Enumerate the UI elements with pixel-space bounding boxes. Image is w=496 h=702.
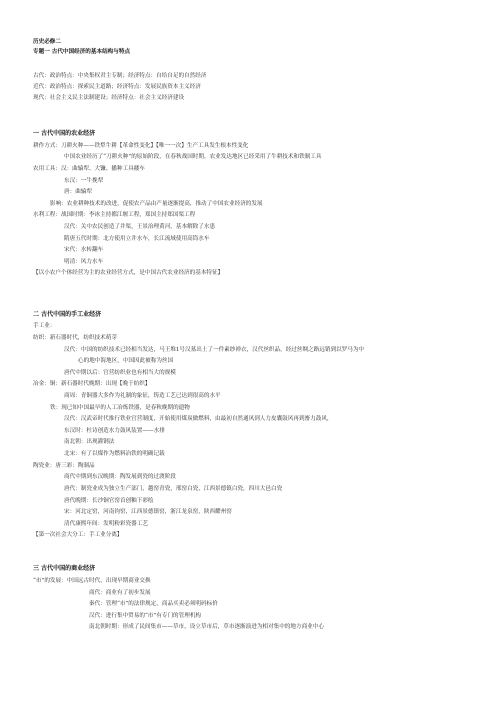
topic-heading: 专题一 古代中国经济的基本结构与特点 <box>33 49 131 55</box>
intro-line: 古代：政治特点：中央集权君主专制；经济特点：自给自足的自然经济 <box>33 73 207 79</box>
text-line: 清代康熙年间：发明粉彩瓷器工艺 <box>64 521 148 527</box>
text-line: 宋：河北定窑，河南钧窑，江西景德镇窑，浙江龙泉窑，陕西耀州窑 <box>64 509 232 515</box>
intro-line: 现代：社会主义民主法制建设；经济特点：社会主义经济建设 <box>33 95 185 101</box>
text-line: 商代中期到东汉晚期：陶发展到瓷的过渡阶段 <box>64 474 176 480</box>
text-line: 汉代：关中农民创造了井渠，王景治理黄河，基本解除了水患 <box>64 224 216 230</box>
text-line: 南北朝：出现灌钢法 <box>64 439 115 445</box>
text-line: 心的地中海地区，中国因此被称为丝国 <box>78 358 174 364</box>
text-line: 唐代晚期：长沙铜官窑首创釉下彩绘 <box>64 498 154 504</box>
text-line: 水利工程：战国时期：李冰主持都江堰工程，郑国主持郑国渠工程 <box>33 212 196 218</box>
text-line: 汉代：汉武帝时代推行铁业官营制度，开始使用煤炭做燃料，由最初自然通风到人力皮囊鼓风再到畜力鼓风， <box>64 416 333 422</box>
text-line: 隋唐五代时期：北方使用立井水车，长江流域使用高筒水车 <box>64 236 210 242</box>
text-line: 纺织：新石器时代，纺织技术萌芽 <box>33 335 117 341</box>
text-line: 陶瓷业：唐三彩：陶制品 <box>33 463 95 469</box>
section-heading: 二 古代中国的手工业经济 <box>33 311 102 318</box>
text-line: 唐代：制瓷业成为独立生产部门，越窑青瓷，邢窑白瓷，江西景德镇白瓷，四川大邑白瓷 <box>64 486 283 492</box>
section-heading: 一 古代中国的农业经济 <box>33 130 96 137</box>
doc-title: 历史必修二 <box>33 39 61 45</box>
text-line: 耕作方式：刀耕火种——铁犁牛耕【革命性变化】【唯一一次】生产工具发生根本性变化 <box>33 143 249 149</box>
text-line: 唐：曲辕犁 <box>64 189 92 195</box>
section-heading: 三 古代中国的商业经济 <box>33 565 96 572</box>
text-line: 冶金：铜：新石器时代晚期：出现【晚于纺织】 <box>33 381 151 387</box>
text-line: 东汉：一牛挽犁 <box>64 178 104 184</box>
text-line: 商周：青铜器大多作为礼制的象征，铸造工艺已达到很高的水平 <box>64 393 221 399</box>
text-line: 汉代：中国的纺织技术已经相当发达，马王堆1号汉墓出土了一件素纱禅衣，汉代丝织品，经过丝绸之路远销到以罗马为中 <box>64 347 365 353</box>
text-line: 【第一次社会大分工：手工业分离】 <box>33 532 123 538</box>
text-line: 秦代：管理“市”的法律规定，商品买卖必须明码标价 <box>89 601 218 607</box>
text-line: 东汉时：杜诗创造水力鼓风装置——水排 <box>64 428 165 434</box>
text-line: 【以小农户个体经营为主的农业经营方式，是中国古代农业经济的基本特征】 <box>33 270 224 276</box>
text-line: 宋代：水转翻车 <box>64 247 104 253</box>
text-line: 商代：商业有了初步发展 <box>89 590 151 596</box>
text-line: 北宋：有了以煤作为燃料冶铁的明确记载 <box>64 451 165 457</box>
text-line: 中国农业经历了“刀耕火种”的原始阶段，在春秋战国时期，农业发达地区已经采用了牛耕技术和铁制工具 <box>64 154 322 160</box>
text-line: 铁：现已知中国最早的人工冶炼铁器，是春秋晚期的遗物 <box>50 405 190 411</box>
text-line: 汉代：进行集中贸易的“市”有专门的管理机构 <box>89 613 202 619</box>
intro-line: 近代：政治特点：探索民主道路；经济特点：发展民族资本主义经济 <box>33 84 201 90</box>
text-line: 影响：农业耕种技术的改进，促使农产品由产量逐渐提高，推动了中国农业经济的发展 <box>50 201 263 207</box>
text-line: 手工业： <box>33 323 56 329</box>
text-line: “市”的发展：中国远古时代，出现早期商业交换 <box>33 578 151 584</box>
text-line: 南北朝时期：形成了民间集市——草市，设立草市后，草市逐渐演进为相对集中的地方商业中心 <box>89 624 324 630</box>
text-line: 农用工具：汉：曲辕犁、大镰、播种工具耧车 <box>33 166 145 172</box>
text-line: 明清：风力水车 <box>64 259 104 265</box>
text-line: 唐代中期以后：官营纺织业也有相当大的规模 <box>64 370 176 376</box>
